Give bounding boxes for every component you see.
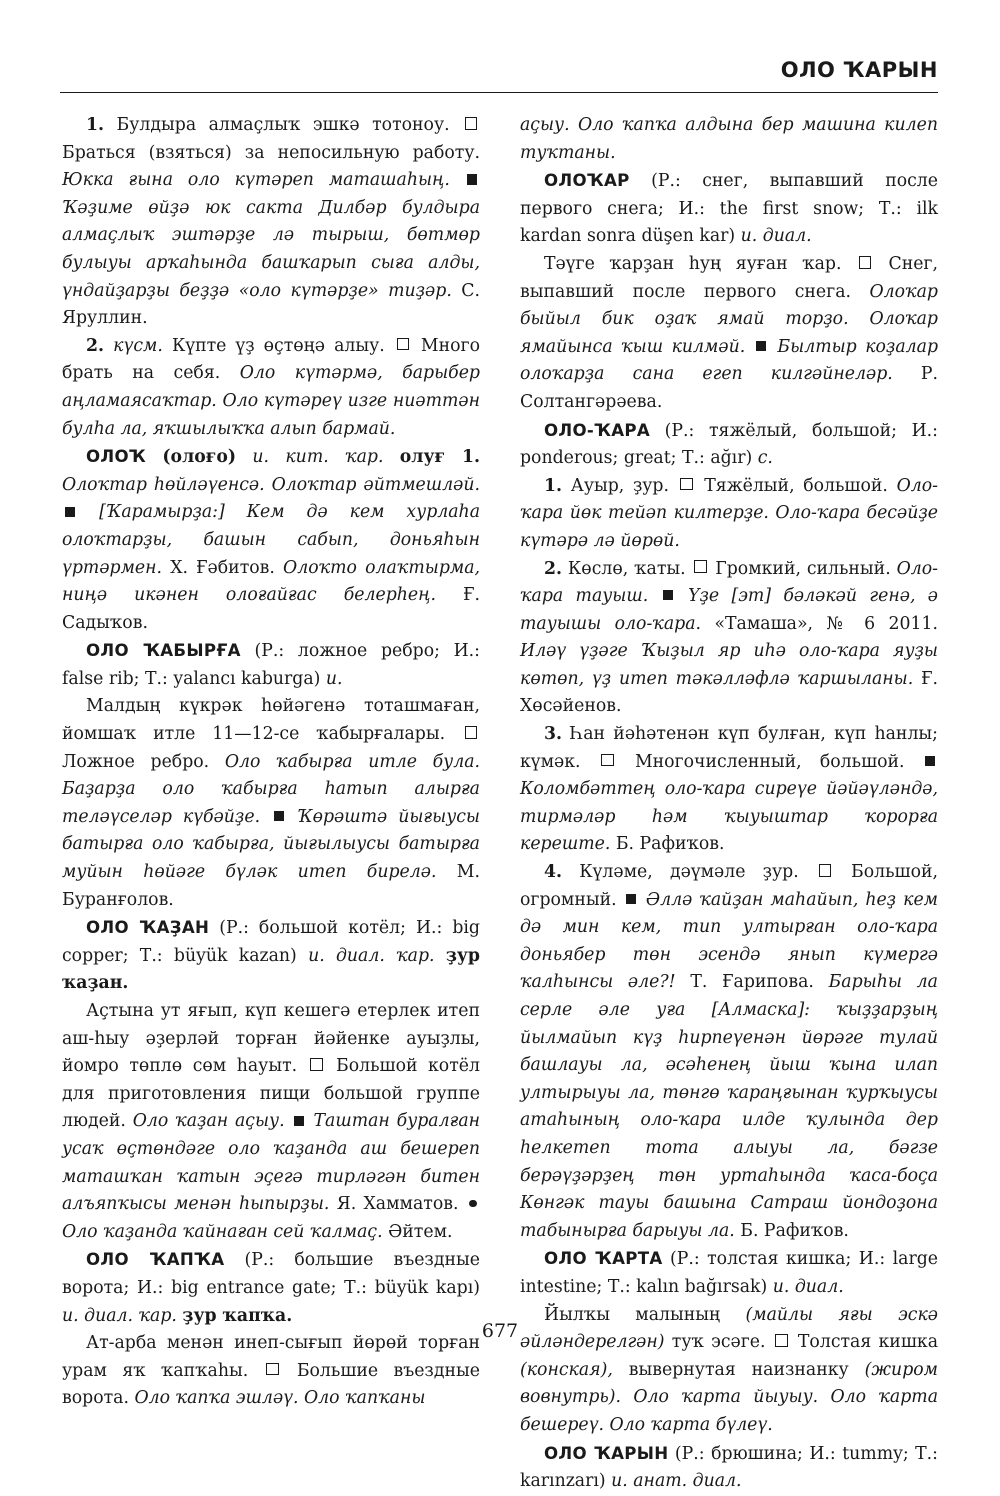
citation-author: Т. Ғарипова. (690, 972, 814, 993)
definition-text: Күпте үҙ өҫтөңә алыу. (171, 335, 385, 356)
entry-olokar-definition (520, 251, 938, 417)
citation-text: Үҙе [эт] бәләкәй генә, ә тауышы оло-ҡара. (520, 586, 938, 634)
citation-author: Ғ. Хөсәйенов. (520, 668, 938, 717)
citation-text: Ҡәҙиме өйҙә юк сакта Дилбәр булдыра алмаҫлыҡ эштәрҙе лә тырыш, бөтмөр булыуы арҡаһында башҡарып сыға алды, үндайҙарҙы беҙҙә «оло күтәрҙе» тиҙәр. (62, 197, 480, 301)
citation-black-square-icon (294, 1116, 304, 1126)
definition-text: Көслө, ҡаты. (567, 558, 686, 579)
russian-gloss: Много брать на себя. (62, 335, 480, 384)
cross-reference: ҙур ҡапҡа. (182, 1305, 293, 1326)
headword: ОЛОҠ (86, 447, 147, 467)
citation-source: «Тамаша», № 6 2011. (714, 613, 939, 634)
citation-black-square-icon (274, 811, 284, 821)
translations: (Р.: брюшина; И.: tummy; Т.: karınzarı) (520, 1443, 939, 1492)
example-text: Оло күтәрмә, барыбер аңламаясаҡтар. Оло күтәреү изге ниәттән булһа ла, яҡшылыҡҡа алып бармай. (62, 363, 480, 439)
example-text: Оло ҡабырға итле була. Баҙарҙа оло ҡабырға һатып алырға теләүселәр күбәйҙе. (62, 751, 480, 827)
header-rule (60, 92, 938, 93)
example-text: Оло-ҡара тауыш. (520, 558, 938, 607)
sense-number: 4. (544, 862, 563, 883)
citation-author: С. Яруллин. (62, 280, 480, 329)
example-text: Юкка ғына оло күтәреп маташаһың. (62, 170, 450, 191)
russian-gloss: Громкий, сильный. (715, 558, 891, 579)
translations: (Р.: толстая кишка; И.: large intestine; Т.: kalın bağırsak) (520, 1249, 939, 1297)
russian-gloss: Большой, огромный. (520, 862, 939, 910)
headword: ОЛО ҠАРЫН (544, 1443, 669, 1463)
definition-text: Ат-арба менән инеп-сығып йөрөй торған урам яҡ ҡапҡаһы. (62, 1333, 480, 1381)
citation-text: Иләү үҙәге Ҡыҙыл яр иһә оло-ҡара яуҙы көтөп, үҙ итеп тәкәлләфлә ҡаршыланы. (520, 641, 938, 689)
translations: (Р.: большой котёл; И.: big copper; Т.: büyük kazan) (62, 918, 480, 966)
definition-text: Малдың күкрәк һөйәгенә тоташмаған, йомшаҡ итле 11—12-се ҡабырғалары. (62, 696, 480, 745)
citation-text: Олоҡто олаҡтырма, ниңә икәнен олоғайғас белерһең. (62, 557, 481, 606)
grammar-label: и. диал. ҡар. (62, 1305, 177, 1326)
headword: ОЛО ҠАПҠА (86, 1250, 225, 1270)
page-number: 677 (481, 1320, 519, 1342)
proverb-text: Оло ҡаҙанда ҡайнаған сей ҡалмаҫ. (62, 1221, 383, 1242)
entry-olo-kabyrga (62, 637, 480, 693)
headword: ОЛО ҠАБЫРҒА (86, 641, 241, 661)
example-text: Оло ҡапҡа эшләү. Оло ҡапҡаны (134, 1388, 426, 1409)
citation-text: Таштан буралған усаҡ өҫтөндәге оло ҡаҙанда аш бешереп маташҡан ҡатын эҫегә тирләгән битен алъяпҡысы менән һыпырҙы. (62, 1111, 481, 1215)
entry-olo-kazan-definition (62, 998, 480, 1246)
citation-black-square-icon (925, 756, 935, 766)
example-text: Оло ҡарта йыуыу. Оло ҡарта бешереү. Оло ҡарта бүлеү. (520, 1387, 938, 1435)
entry-olok (62, 443, 480, 637)
headword: ОЛО-ҠАРА (544, 420, 650, 440)
russian-gloss: Снег, выпавший после первого снега. (520, 253, 938, 302)
proverb-source: Әйтем. (388, 1221, 453, 1242)
definition-text: Булдыра алмаҫлыҡ эшкә тотоноу. (116, 115, 450, 135)
russian-gloss-square-icon (819, 864, 832, 877)
citation-author: Х. Ғәбитов. (170, 557, 275, 578)
entry-sense-2 (520, 556, 938, 722)
entry-olokar (520, 167, 938, 251)
headword: ОЛО ҠАРТА (544, 1249, 663, 1269)
russian-gloss-square-icon (680, 478, 693, 491)
citation-black-square-icon (467, 174, 477, 184)
entry-sense-3 (520, 721, 938, 859)
russian-gloss-note: (жиром вовнутрь). (520, 1359, 938, 1408)
definition-text: туҡ эсәге. (671, 1332, 766, 1353)
entry-sense-2 (62, 333, 480, 443)
russian-gloss: вывернутая наизнанку (628, 1359, 849, 1380)
sense-number: 2. (86, 335, 105, 356)
entry-olo-kapka-continued (520, 112, 938, 167)
entry-olo-kabyrga-definition (62, 693, 480, 914)
russian-gloss: Ложное ребро. (62, 751, 210, 772)
citation-author: М. Буранғолов. (62, 862, 480, 910)
grammar-label: и. диал. (772, 1276, 844, 1297)
entry-olo-kapka-definition (62, 1330, 480, 1413)
definition-text: Ауыр, ҙур. (570, 475, 669, 496)
russian-gloss-square-icon (465, 117, 478, 130)
citation-author: Я. Хамматов. (336, 1194, 459, 1215)
usage-label: күсм. (113, 335, 163, 356)
sense-number: 1. (86, 115, 105, 135)
proverb-bullet-icon (469, 1200, 476, 1207)
entry-sense-4 (520, 859, 938, 1245)
translations: (Р.: большие въездные ворота; И.: big entrance gate; Т.: büyük kapı) (62, 1250, 480, 1298)
sense-number: 1. (544, 475, 563, 496)
citation-black-square-icon (626, 894, 636, 904)
russian-gloss: Большие въездные ворота. (62, 1360, 480, 1409)
russian-gloss-note: (конская), (520, 1359, 613, 1380)
cross-reference: ҙур ҡаҙан. (62, 945, 480, 994)
sense-number: 3. (544, 724, 563, 745)
definition-text: Тәүге ҡарҙан һуң яуған ҡар. (544, 253, 842, 274)
russian-gloss: Большой котёл для приготовления пищи большой группе людей. (62, 1056, 480, 1132)
grammar-label: и. диал. ҡар. (308, 945, 435, 966)
citation-text: Барыһы ла серле әле уға [Алмаска]: ҡыҙҙарҙың йылмайып күҙ һирпеүенән йөрәге тулай башлауы ла, әсәһенең йыш ҡына илап ултырыуы ла, төнгө ҡараңғынан ҡурҡыусы атаһының оло-ҡара илде ҡулында дер һелкетеп тота алыуы ла, бәгзе берәүҙәрҙең төн уртаһында ҡаса-боҫа Көнгәк тауы башына Сатраш йондоҙона табынырға барыуы ла. (520, 972, 938, 1241)
grammar-label: с. (757, 448, 773, 469)
example-text: аҫыу. Оло ҡапҡа алдына бер машина килеп туҡтаны. (520, 115, 938, 163)
headword: ОЛО ҠАҘАН (86, 918, 210, 938)
russian-gloss-square-icon (465, 726, 478, 739)
definition-text: Йылҡы малының (544, 1304, 721, 1325)
grammar-label: и. (325, 668, 343, 689)
translations: (Р.: ложное ребро; И.: false rib; Т.: yalancı kaburga) (62, 641, 480, 689)
grammar-label: и. анат. диал. (611, 1471, 742, 1492)
citation-black-square-icon (756, 341, 766, 351)
translations: (Р.: тяжёлый, большой; И.: ponderous; great; Т.: ağır) (520, 420, 938, 469)
entry-sense-1 (62, 112, 480, 333)
russian-gloss-square-icon (397, 338, 410, 351)
definition-text: Аҫтына ут яғып, күп кешегә етерлек итеп аш-һыу әҙерләй торған йәйенке ауыҙлы, йомро төплө сөм һауыт. (62, 1001, 480, 1077)
entry-olo-kazan (62, 914, 480, 998)
definition-note: (майлы яғы эскә әйләндерелгән) (520, 1304, 938, 1353)
definition-text: Күләме, дәүмәле ҙур. (579, 862, 799, 883)
sense-number: 2. (544, 558, 563, 579)
translations: (Р.: снег, выпавший после первого снега; И.: the first snow; Т.: ilk kardan sonra düşen kar) (520, 171, 938, 247)
citation-author: Ғ. Садыҡов. (62, 585, 480, 633)
russian-gloss: Браться (взяться) за непосильную работу. (62, 142, 480, 163)
left-column (62, 112, 480, 1413)
cross-reference: олуғ 1. (399, 447, 481, 468)
russian-gloss-square-icon (859, 256, 872, 269)
citation-author: Р. Солтангәрәева. (520, 364, 938, 412)
citation-text: Былтыр коҙалар олоҡарҙа сана егеп килгәйнеләр. (520, 336, 939, 385)
example-text: Олоҡтар һөйләүенсә. Олоҡтар әйтмешләй. (62, 474, 480, 495)
entry-olo-karta (520, 1245, 938, 1301)
grammar-label: и. диал. (740, 226, 812, 247)
running-title: ОЛО ҠАРЫН (780, 58, 938, 82)
headword-form: (олоғо) (162, 447, 237, 468)
grammar-label: и. кит. ҡар. (252, 447, 384, 468)
citation-text: Ҡөрәштә йығыусы батырға оло ҡабырға, йығылыусы батырға муйын һөйәге бүләк итеп бирелә. (62, 806, 480, 883)
citation-text: [Ҡарамырҙа:] Кем дә кем хурлаһа олоҡтарҙы, башын сабып, доньяһын үртәрмен. (62, 502, 480, 578)
entry-olo-karyn (520, 1440, 938, 1496)
entry-olo-kapka (62, 1246, 480, 1330)
headword: ОЛОҠАР (544, 171, 630, 191)
citation-author: Б. Рафиҡов. (615, 834, 725, 855)
entry-sense-1 (520, 473, 938, 556)
right-column (520, 112, 938, 1496)
citation-text: Коломбәттең оло-ҡара сиреүе йәйәүләндә, тирмәләр һәм ҡыуыштар ҡорорға кереште. (520, 779, 938, 855)
russian-gloss-square-icon (694, 560, 707, 573)
example-text: Олоҡар быйыл бик оҙаҡ ямай торҙо. Олоҡар ямайынса ҡыш килмәй. (520, 281, 938, 357)
citation-author: Б. Рафиҡов. (740, 1220, 849, 1241)
citation-text: Әллә ҡайҙан маһайып, һеҙ кем дә мин кем, тип ултырған оло-ҡара доньябер төн эсендә янып күмергә ҡалһынсы әле?! (520, 889, 938, 993)
citation-black-square-icon (65, 507, 75, 517)
russian-gloss-square-icon (601, 754, 614, 767)
definition-text: Һан йәһәтенән күп булған, күп һанлы; күмәк. (520, 724, 938, 772)
russian-gloss-square-icon (266, 1363, 279, 1376)
russian-gloss: Многочисленный, большой. (634, 751, 905, 772)
russian-gloss: Толстая кишка (797, 1332, 938, 1353)
russian-gloss-square-icon (310, 1058, 323, 1071)
citation-black-square-icon (663, 590, 673, 600)
russian-gloss: Тяжёлый, большой. (704, 475, 888, 496)
example-text: Оло-ҡара йөк тейәп килтерҙе. Оло-ҡара бесәйҙе күтәрә лә йөрөй. (520, 475, 939, 551)
example-text: Оло ҡаҙан аҫыу. (132, 1111, 285, 1132)
entry-olo-kara (520, 417, 938, 473)
